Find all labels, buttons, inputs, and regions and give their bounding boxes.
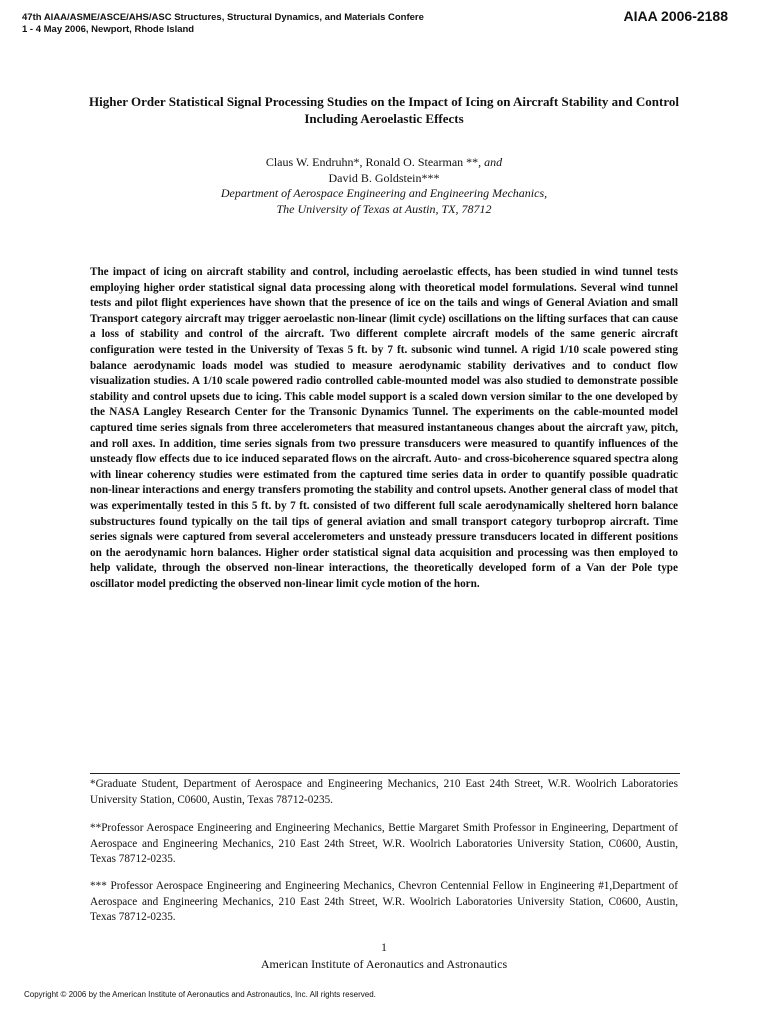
- author-and: and: [484, 155, 503, 169]
- conference-date-location: 1 - 4 May 2006, Newport, Rhode Island: [22, 24, 195, 35]
- conference-name: 47th AIAA/ASME/ASCE/AHS/ASC Structures, Structural Dynamics, and Materials Confere: [22, 12, 424, 23]
- author-names-2: David B. Goldstein***: [328, 170, 440, 185]
- footnote-3: *** Professor Aerospace Engineering and Engineering Mechanics, Chevron Centennial Fellow in Engineering #1,Department of Aerospace and Engineering Mechanics, 210 East 24th Street, W.R. Woolrich Laboratories University Station, C0600, Austin, Texas 78712-0235.: [90, 880, 678, 923]
- institution-footer: American Institute of Aeronautics and Astronautics: [260, 957, 508, 971]
- page-number: 1: [381, 942, 387, 954]
- abstract: The impact of icing on aircraft stability and control, including aeroelastic effects, has been studied in wind tunnel tests employing higher order statistical signal data processing along with theoretical model formulations. Several wind tunnel tests and pilot flight experiences have shown that the presence of ice on the tails and wings of General Aviation and small Transport category aircraft may trigger aeroelastic non-linear (limit cycle) oscillations on the lifting surfaces that can cause a loss of stability and control of the aircraft. Two different complete aircraft models of the same generic aircraft configuration were tested in the University of Texas 5 ft. by 7 ft. subsonic wind tunnel. A rigid 1/10 scale powered sting balance aerodynamic loads model was studied to measure aerodynamic stability derivatives and to conduct flow visualization studies. A 1/10 scale powered radio controlled cable-mounted model was also studied to demonstrate possible stability and control upsets due to icing. This cable model support is a scaled down version similar to the one developed by the NASA Langley Research Center for the Transonic Dynamics Tunnel. The experiments on the cable-mounted model captured time series signals from three accelerometers that measured instantaneous changes about the aircraft yaw, pitch, and roll axes. In addition, time series signals from two pressure transducers were measured to quantify influences of the unsteady flow effects due to ice induced separated flows on the aircraft. Auto- and cross-bicoherence squared spectra along with linear coherency studies were estimated from the captured time series data in order to quantify possible quadratic non-linear interactions and energy transfers promoting the stability and control upsets. Another general class of model that was experimentally tested in this 5 ft. by 7 ft. consisted of two different full scale aerodynamically sheltered horn balance substructures found typically on the tail tips of general aviation and small transport category turboprop aircraft. Time series signals were captured from several accelerometers and unsteady pressure transducers located in different positions on the aerodynamic horn balances. Higher order statistical signal data acquisition and processing was then employed to help validate, through the observed non-linear interactions, the theoretically developed form of a Van der Pole type oscillator model predicting the observed non-linear limit cycle motion of the horn.: [90, 266, 678, 590]
- footnote-1: *Graduate Student, Department of Aerospace and Engineering Mechanics, 210 East 24th Street, W.R. Woolrich Laboratories University Station, C0600, Austin, Texas 78712-0235.: [90, 778, 678, 806]
- author-university: The University of Texas at Austin, TX, 78712: [276, 201, 492, 216]
- paper-id: AIAA 2006-2188: [623, 8, 728, 24]
- footnote-divider: [90, 773, 680, 774]
- author-line-1: [84, 155, 684, 171]
- author-block: [84, 155, 684, 217]
- paper-title: Higher Order Statistical Signal Processing Studies on the Impact of Icing on Aircraft Stability and Control Including Aeroelastic Effects: [89, 94, 679, 126]
- copyright-notice: Copyright © 2006 by the American Institute of Aeronautics and Astronautics, Inc. All rights reserved.: [24, 990, 376, 999]
- footnote-2: **Professor Aerospace Engineering and Engineering Mechanics, Bettie Margaret Smith Professor in Engineering, Department of Aerospace and Engineering Mechanics, 210 East 24th Street, W.R. Woolrich Laboratories University Station, C0600, Austin, Texas 78712-0235.: [90, 822, 678, 865]
- author-department: Department of Aerospace Engineering and Engineering Mechanics,: [220, 186, 548, 200]
- author-names-1: Claus W. Endruhn*, Ronald O. Stearman **,: [265, 155, 482, 169]
- conference-header: [22, 12, 452, 36]
